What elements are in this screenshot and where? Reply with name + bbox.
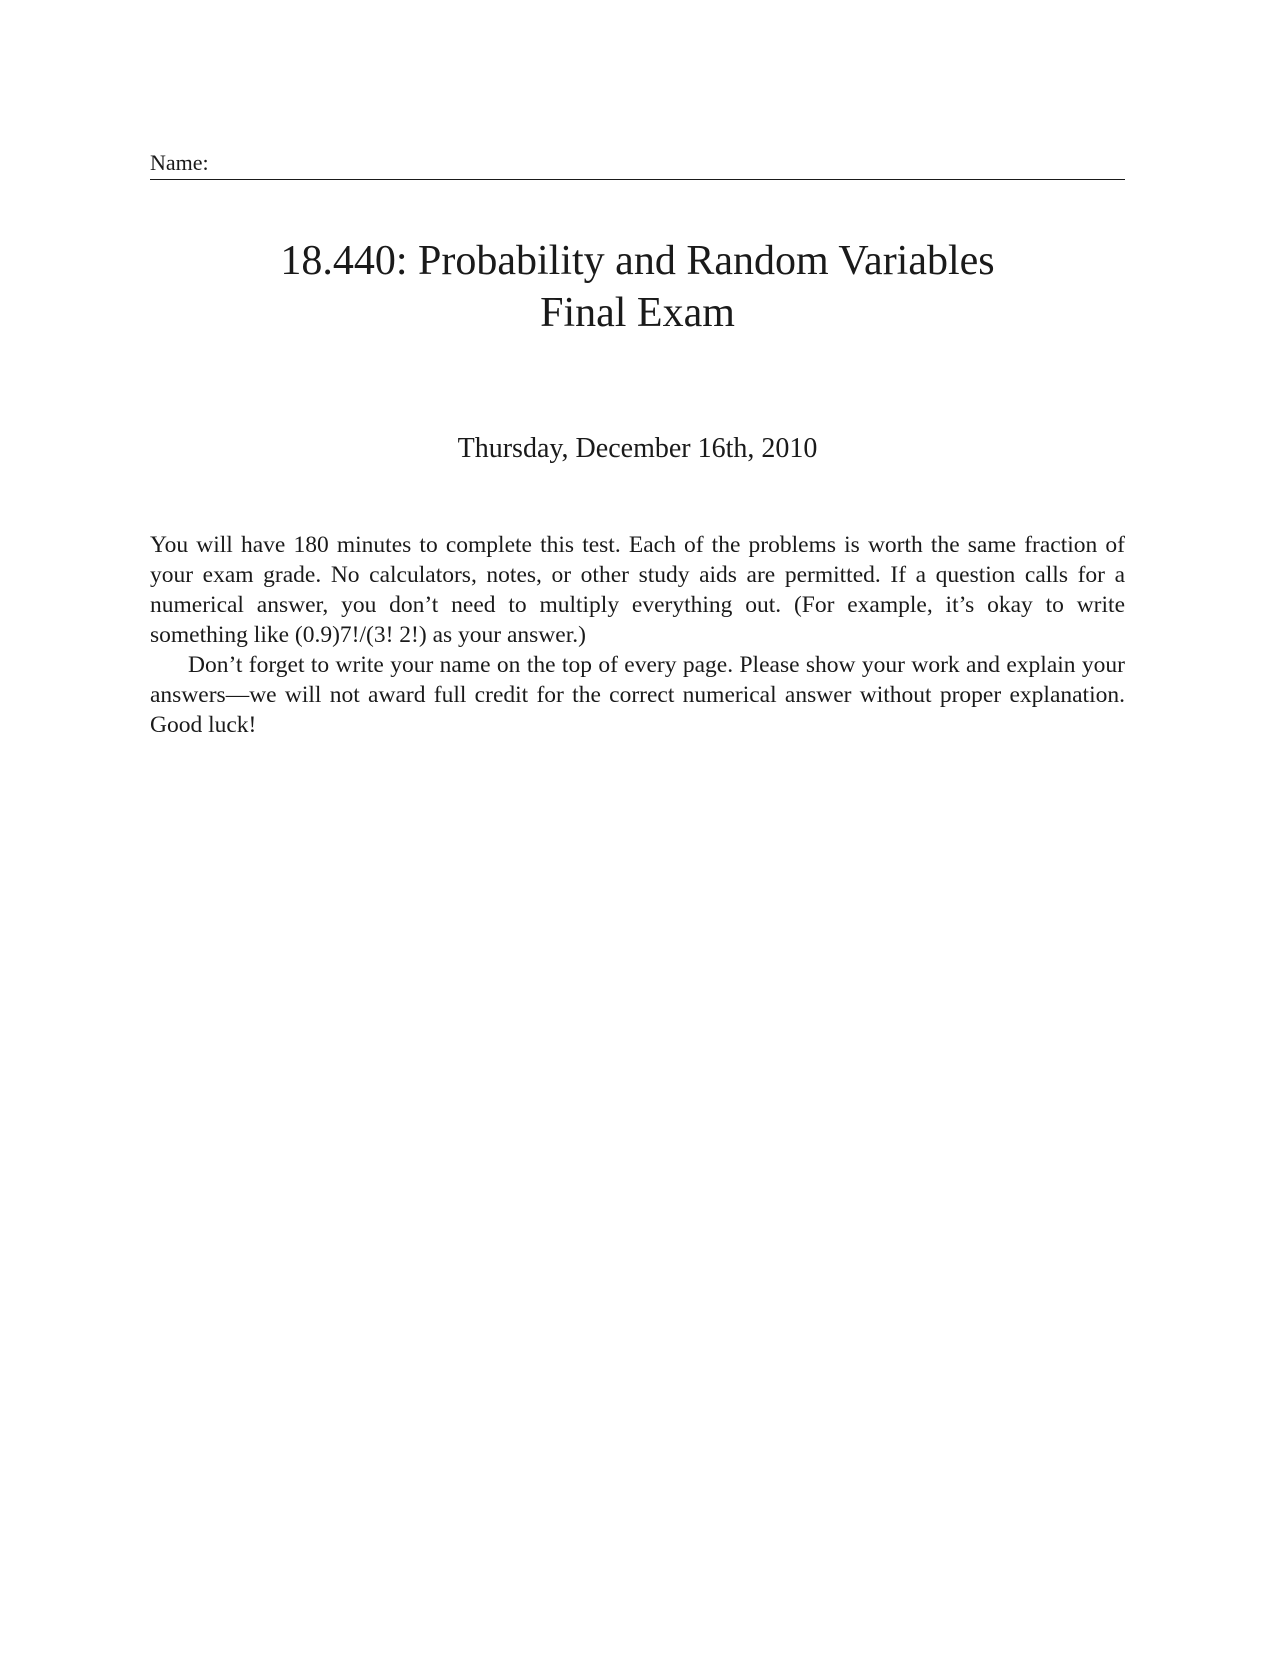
exam-type: Final Exam <box>540 290 735 336</box>
exam-title <box>150 235 1125 339</box>
instructions-block <box>150 530 1125 740</box>
instructions-paragraph-1: You will have 180 minutes to complete this test. Each of the problems is worth the same fraction of your exam grade. No calculators, notes, or other study aids are permitted. If a question calls for a numerical answer, you don’t need to multiply everything out. (For example, it’s okay to write something like (0.9)7!/(3! 2!) as your answer.) <box>150 532 1125 648</box>
instructions-paragraph-2: Don’t forget to write your name on the top of every page. Please show your work and explain your answers—we will not award full credit for the correct numerical answer without proper explanation. Good luck! <box>150 652 1125 738</box>
exam-date: Thursday, December 16th, 2010 <box>457 433 818 464</box>
course-title: 18.440: Probability and Random Variables <box>280 238 995 284</box>
name-label: Name: <box>150 150 209 175</box>
name-field-line[interactable] <box>150 150 1125 180</box>
